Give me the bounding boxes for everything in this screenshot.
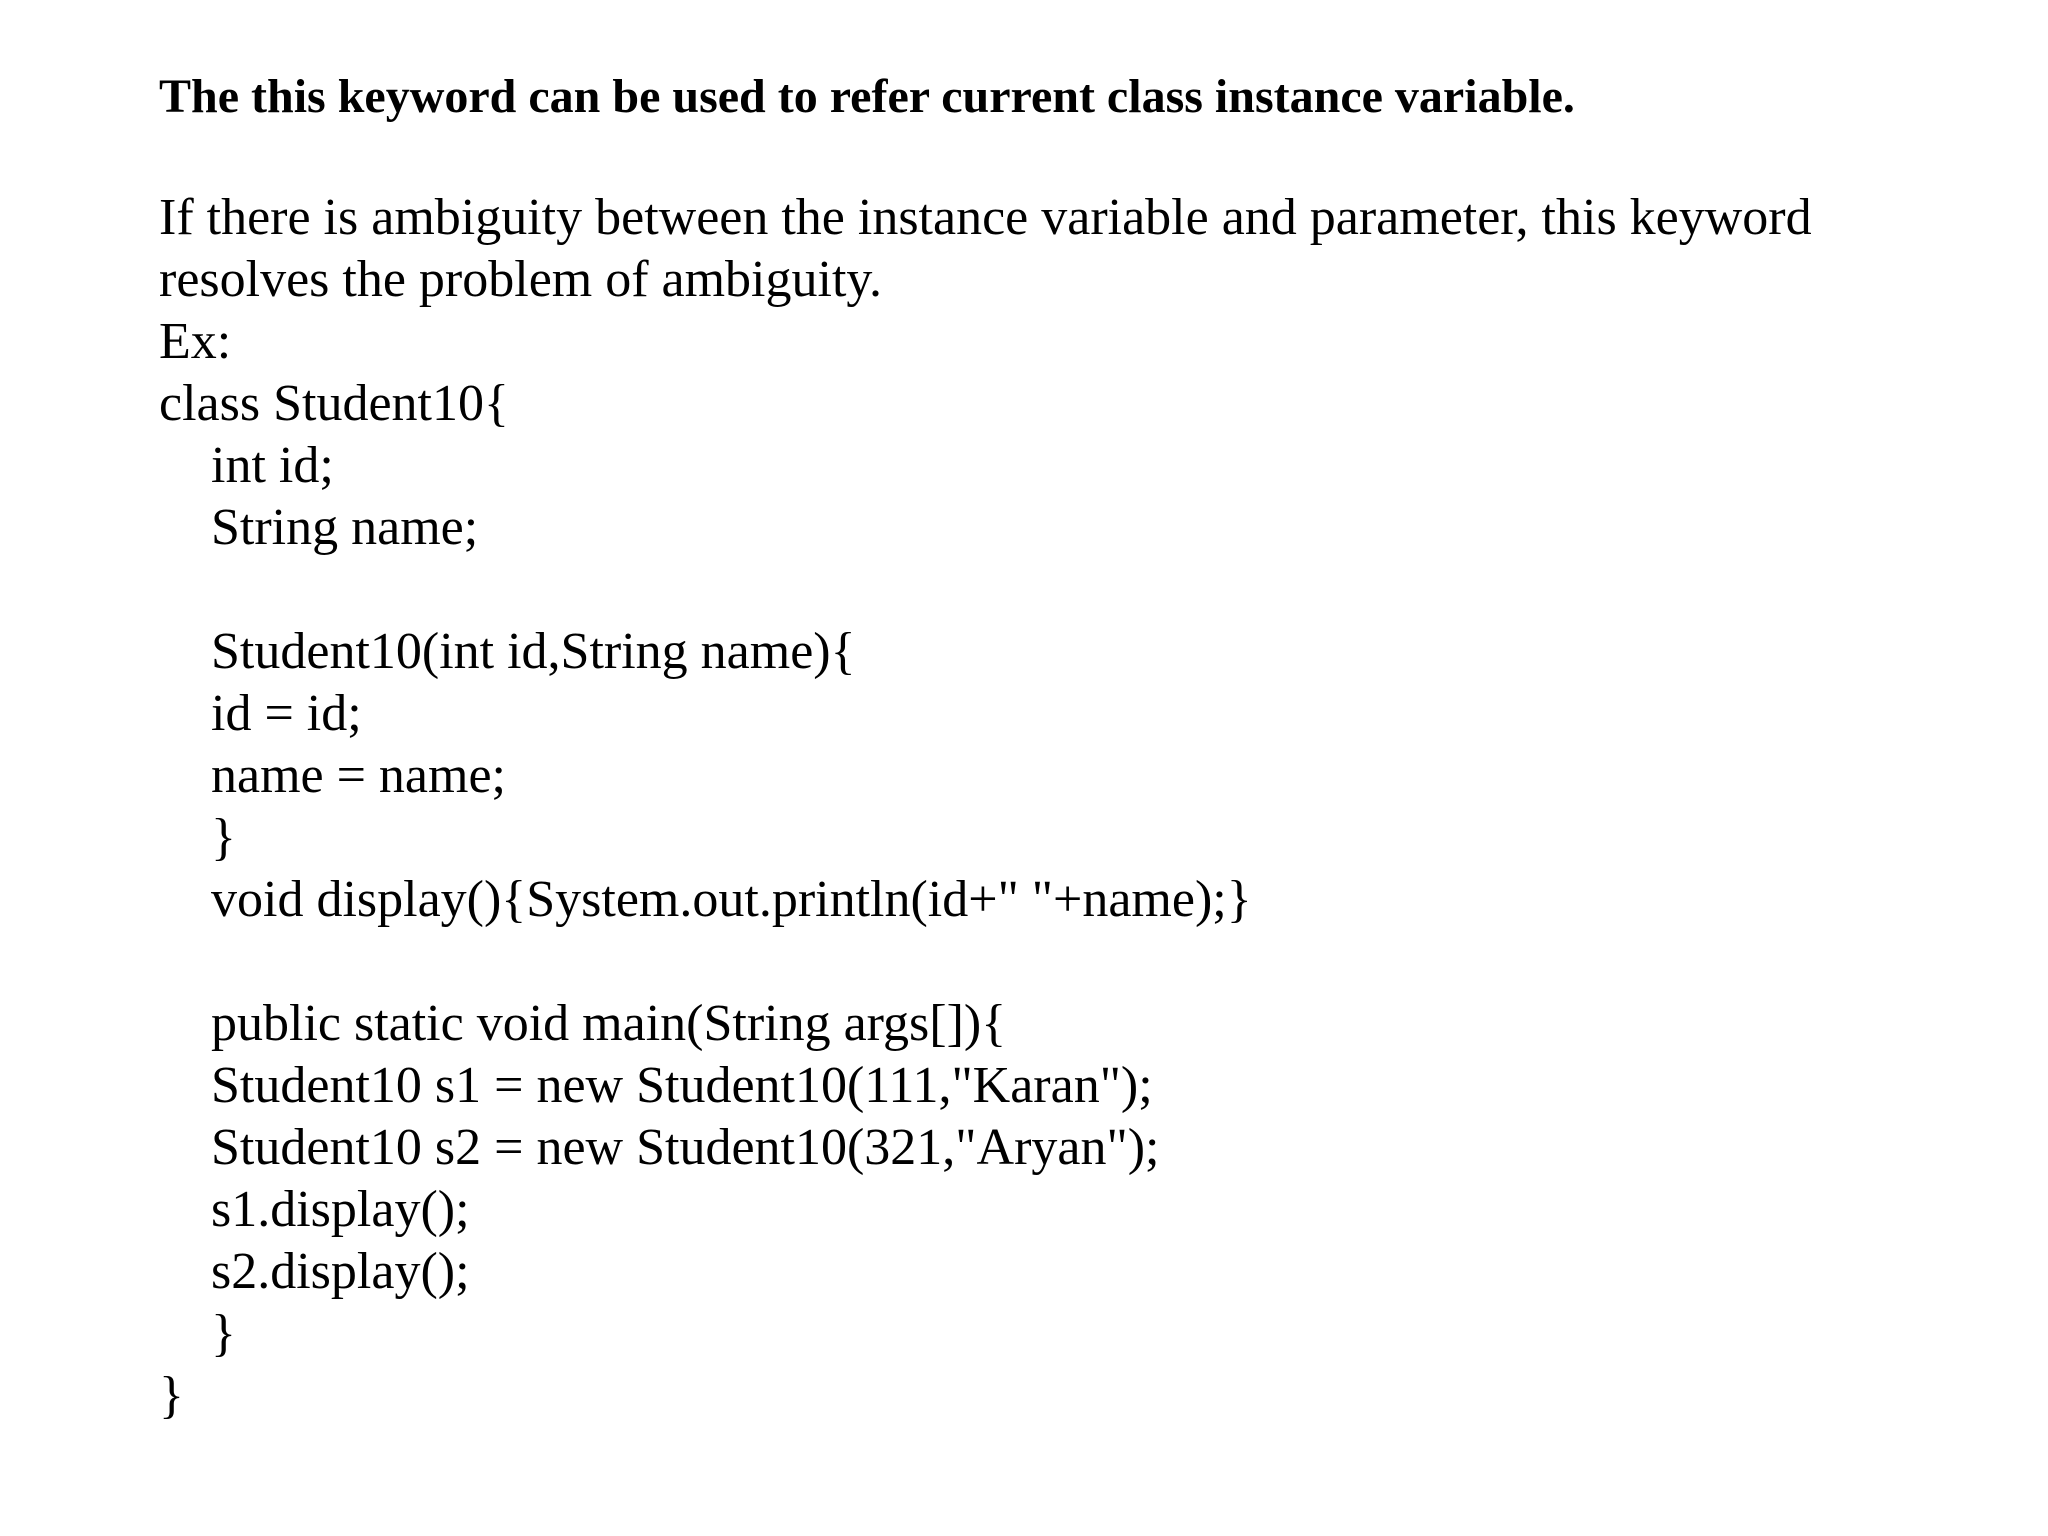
code-line-s2-declaration: Student10 s2 = new Student10(321,"Aryan"); bbox=[211, 1119, 1160, 1176]
code-blank-line bbox=[159, 931, 1252, 993]
code-line-class-open: class Student10{ bbox=[159, 375, 509, 432]
code-line-main-open: public static void main(String args[]){ bbox=[211, 995, 1007, 1052]
code-example bbox=[159, 373, 1252, 1427]
example-label: Ex: bbox=[159, 313, 232, 370]
section-heading: The this keyword can be used to refer current class instance variable. bbox=[159, 70, 1575, 123]
code-line-class-close: } bbox=[159, 1367, 184, 1424]
paragraph-line: resolves the problem of ambiguity. bbox=[159, 251, 883, 308]
code-line-constructor-open: Student10(int id,String name){ bbox=[211, 623, 856, 680]
code-blank-line bbox=[159, 559, 1252, 621]
code-line-assign-id: id = id; bbox=[211, 685, 362, 742]
code-line-assign-name: name = name; bbox=[211, 747, 506, 804]
code-line-field-id: int id; bbox=[211, 437, 334, 494]
explanation-paragraph bbox=[159, 187, 1999, 373]
paragraph-line: If there is ambiguity between the instance variable and parameter, this keyword bbox=[159, 189, 1812, 246]
code-line-s2-display: s2.display(); bbox=[211, 1243, 470, 1300]
code-line-constructor-close: } bbox=[211, 809, 236, 866]
code-line-main-close: } bbox=[211, 1305, 236, 1362]
code-line-s1-declaration: Student10 s1 = new Student10(111,"Karan"); bbox=[211, 1057, 1153, 1114]
code-line-s1-display: s1.display(); bbox=[211, 1181, 470, 1238]
code-line-display-method: void display(){System.out.println(id+" "+name);} bbox=[211, 871, 1252, 928]
code-line-field-name: String name; bbox=[211, 499, 479, 556]
